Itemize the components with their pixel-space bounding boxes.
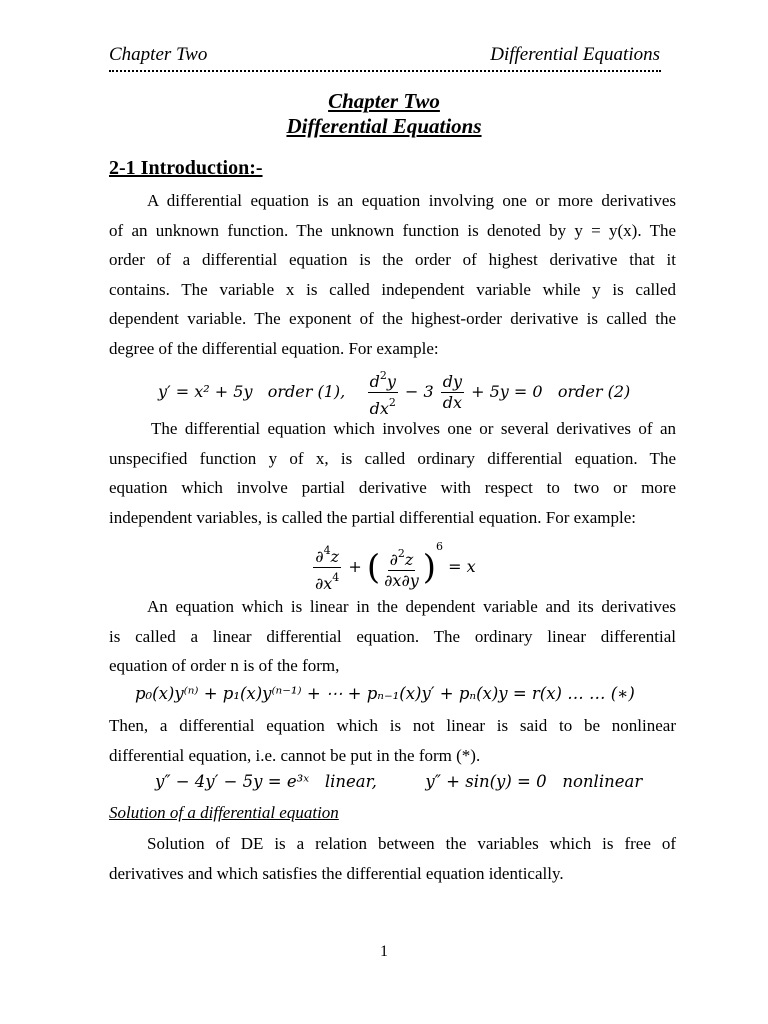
- fourth-partial-fraction: $\frac{\partial^4z}{\partial x^4}$: [313, 541, 341, 594]
- order-label-1: order (1),: [267, 382, 346, 401]
- paragraph-line: equation of order n is of the form,: [109, 656, 340, 676]
- section-heading: 2-1 Introduction:-: [109, 157, 263, 179]
- paragraph-line: independent variables, is called the partial differential equation. For example:: [109, 507, 636, 527]
- chapter-title: Chapter Two: [328, 89, 440, 113]
- page-number: 1: [380, 943, 388, 960]
- paragraph-line: The differential equation which involves one or several derivatives of an: [151, 419, 676, 438]
- linear-label: linear,: [324, 772, 377, 791]
- order-label-2: order (2): [557, 382, 631, 401]
- paragraph-line: Then, a differential equation which is not linear is said to be nonlinear: [109, 716, 676, 735]
- paragraph-intro: [109, 186, 676, 364]
- paragraph-line: derivatives and which satisfies the differential equation identically.: [109, 863, 564, 883]
- header-topic: Differential Equations: [490, 44, 660, 65]
- mixed-partial-fraction: $\frac{\partial^2z}{\partial x\partial y}$: [382, 544, 421, 591]
- paragraph-nonlinear: [109, 711, 676, 770]
- equation-mid-term: − 3: [404, 382, 434, 401]
- paragraph-line: of an unknown function. The unknown function is denoted by y = y(x). The: [109, 220, 676, 240]
- equation-orders: [158, 366, 630, 419]
- chapter-subtitle: Differential Equations: [286, 114, 482, 138]
- second-derivative-fraction: $\frac{d^2y}{dx^2}$: [368, 366, 398, 419]
- linear-example: y″ − 4y′ − 5y = e³ˣ: [155, 772, 310, 791]
- paragraph-line: order of a differential equation is the order of highest derivative that it: [109, 250, 676, 270]
- equation-linear-form: p₀(x)y⁽ⁿ⁾ + p₁(x)y⁽ⁿ⁻¹⁾ + ⋯ + pₙ₋₁(x)y′ + pₙ(x)y = r(x) … … (∗): [135, 684, 635, 703]
- header-chapter: Chapter Two: [109, 44, 208, 65]
- paragraph-line: unspecified function y of x, is called ordinary differential equation. The: [109, 448, 676, 468]
- paragraph-line: An equation which is linear in the dependent variable and its derivatives: [147, 597, 676, 616]
- paragraph-line: A differential equation is an equation involving one or more derivatives: [147, 191, 676, 210]
- paragraph-ode: [109, 414, 676, 532]
- equation-pde-rhs: = x: [448, 557, 476, 576]
- paragraph-line: dependent variable. The exponent of the highest-order derivative is called the: [109, 309, 676, 329]
- equation-pde: $\frac{\partial^4z}{\partial x^4}$ + ( $\frac{\partial^2z}{\partial x\partial y}$ )$^6$ = x: [315, 540, 476, 593]
- paragraph-line: equation which involve partial derivative with respect to two or more: [109, 478, 676, 498]
- exponent: 6: [436, 540, 444, 553]
- paragraph-line: contains. The variable x is called independent variable while y is called: [109, 279, 676, 299]
- nonlinear-label: nonlinear: [562, 772, 643, 791]
- paragraph-line: is called a linear differential equation. The ordinary linear differential: [109, 626, 676, 646]
- paragraph-linear: [109, 592, 676, 681]
- equation-first-order: y′ = x² + 5y: [158, 382, 253, 401]
- paragraph-solution: [109, 829, 676, 888]
- equation-examples: [155, 772, 642, 791]
- header-divider: [109, 70, 661, 72]
- paragraph-line: differential equation, i.e. cannot be put in the form (*).: [109, 745, 481, 765]
- paragraph-line: Solution of DE is a relation between the variables which is free of: [147, 834, 676, 853]
- subsection-heading: Solution of a differential equation: [109, 803, 339, 822]
- paragraph-line: degree of the differential equation. For example:: [109, 338, 439, 358]
- nonlinear-example: y″ + sin(y) = 0: [425, 772, 547, 791]
- equation-tail: + 5y = 0: [471, 382, 543, 401]
- first-derivative-fraction: $\frac{dy}{dx}$: [442, 372, 463, 412]
